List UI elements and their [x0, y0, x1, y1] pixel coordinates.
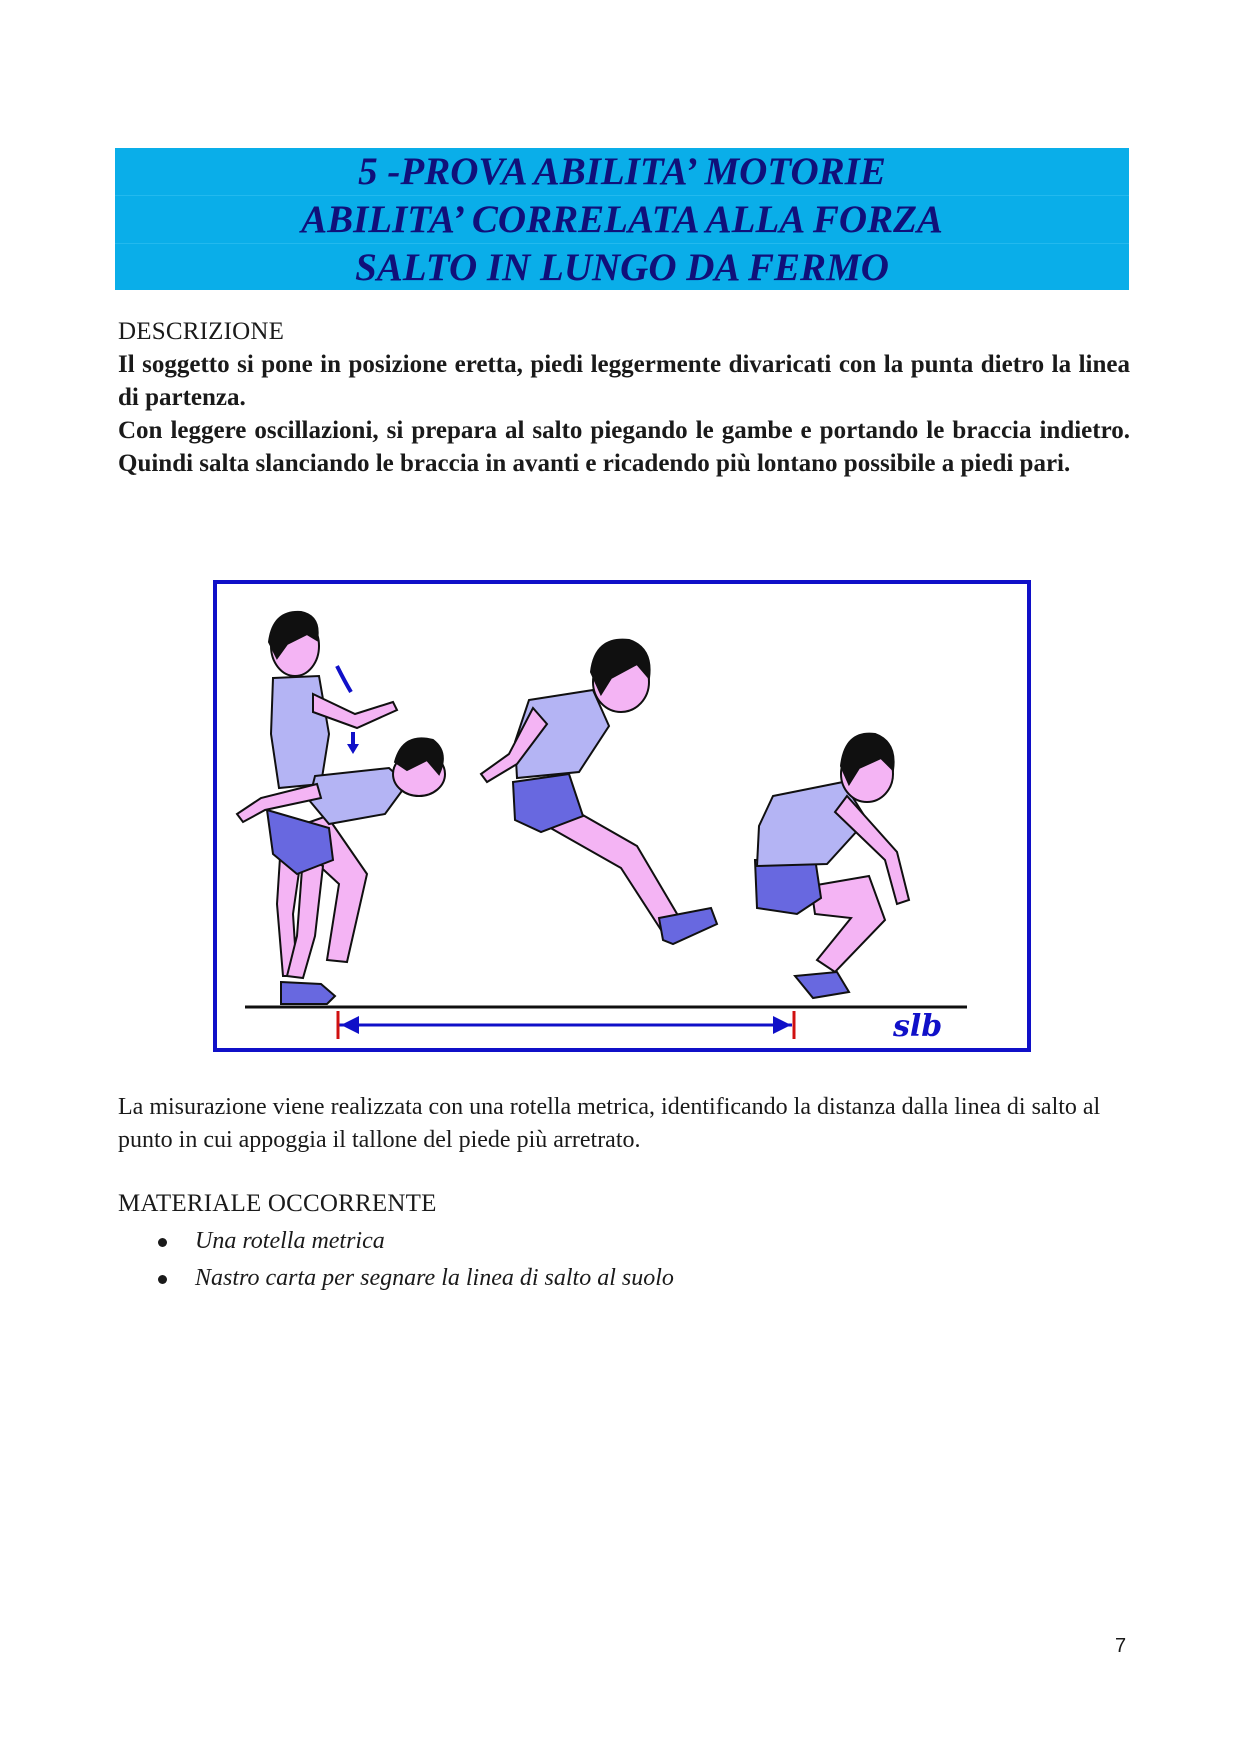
- material-item-1: Una rotella metrica: [195, 1228, 385, 1254]
- jump-illustration-svg: [217, 584, 1027, 1048]
- list-item: [150, 1223, 674, 1260]
- list-item: [150, 1260, 674, 1297]
- jump-illustration: [213, 580, 1031, 1052]
- description-text: [118, 348, 1130, 480]
- title-line-3: SALTO IN LUNGO DA FERMO: [355, 246, 889, 289]
- page-number: 7: [1115, 1635, 1127, 1657]
- description-heading: DESCRIZIONE: [118, 318, 285, 345]
- materials-list: [150, 1223, 674, 1297]
- bullet-icon: [158, 1238, 167, 1247]
- material-item-2: Nastro carta per segnare la linea di salto al suolo: [195, 1265, 674, 1291]
- athlete-crouching: [237, 738, 445, 1004]
- arrow-right-icon: [773, 1016, 791, 1034]
- title-line-2: ABILITA’ CORRELATA ALLA FORZA: [115, 196, 1129, 244]
- signature: slb: [893, 1009, 943, 1044]
- athlete-flying: [481, 640, 717, 944]
- bullet-icon: [158, 1275, 167, 1284]
- arrow-left-icon: [341, 1016, 359, 1034]
- title-banner: [115, 148, 1129, 290]
- measurement-text: [118, 1091, 1130, 1157]
- description-paragraph-1: Il soggetto si pone in posizione eretta, piedi leggermente divaricati con la punta dietro la linea di partenza.: [118, 351, 1130, 411]
- measurement-paragraph: La misurazione viene realizzata con una rotella metrica, identificando la distanza dalla linea di salto al punto in cui appoggia il tallone del piede più arretrato.: [118, 1094, 1101, 1153]
- title-line-1: 5 -PROVA ABILITA’ MOTORIE: [115, 148, 1129, 196]
- materials-heading: MATERIALE OCCORRENTE: [118, 1190, 437, 1217]
- description-paragraph-2: Con leggere oscillazioni, si prepara al salto piegando le gambe e portando le braccia indietro. Quindi salta slanciando le braccia in avanti e ricadendo più lontano possibile a piedi pari.: [118, 417, 1130, 477]
- athlete-landing: [755, 734, 909, 998]
